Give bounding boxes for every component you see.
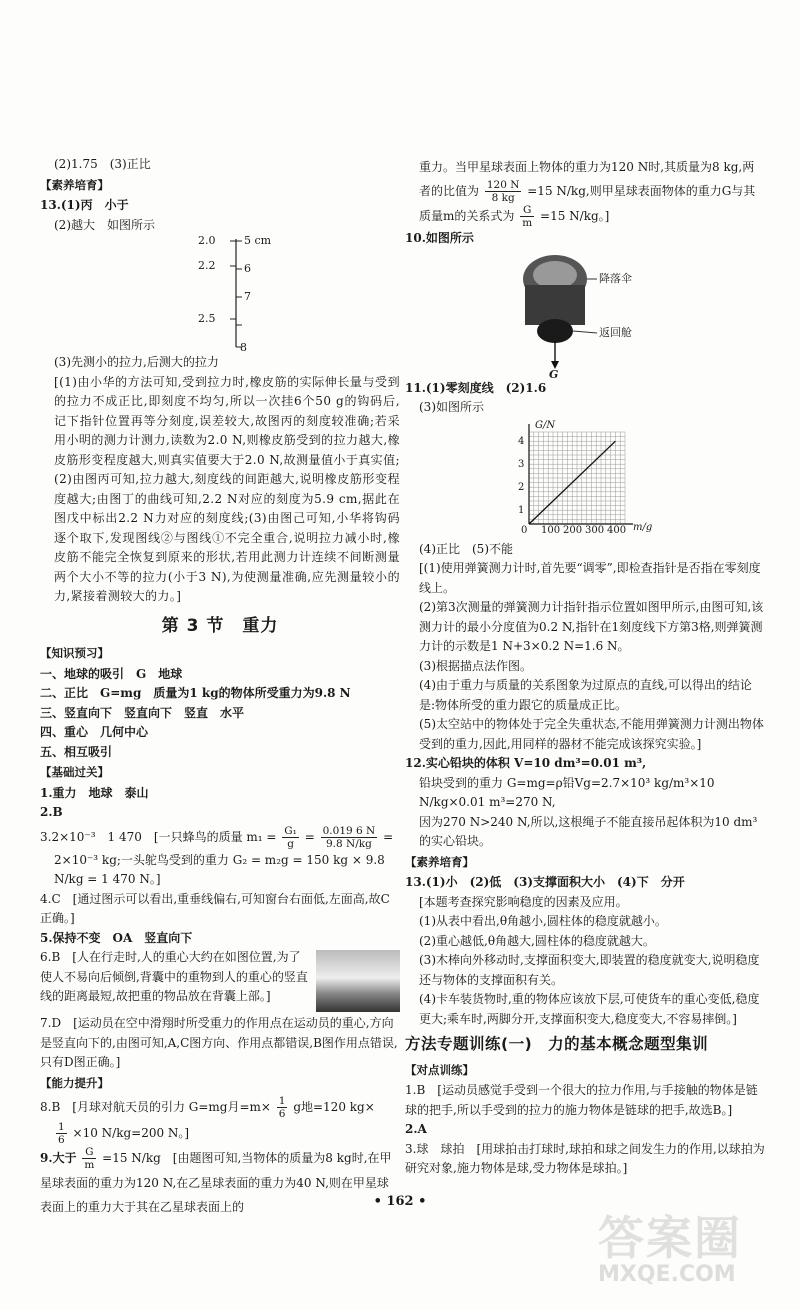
watermark-logo: 答案圈 — [598, 1211, 742, 1265]
answer-line: 3.球 球拍 [用球拍击打球时,球拍和球之间发生力的作用,以球拍为研究对象,施力物体是球,受力物体是球拍。] — [405, 1141, 765, 1175]
explanation: (2)第3次测量的弹簧测力计指针指示位置如图甲所示,由图可知,该测力计的最小分度值为0.2 N,指针在1刻度线下方第3格,则弹簧测力计的示数是1 N+3×0.2 N=1.6 N。 — [419, 600, 764, 653]
y-tick-label: 4 — [518, 435, 525, 447]
capsule-label: 返回舱 — [599, 325, 632, 339]
knowledge-line: 一、地球的吸引 G 地球 — [40, 666, 183, 681]
denominator: 9.8 N/kg — [326, 837, 372, 850]
watermark-url: MXQE.COM — [598, 1262, 736, 1287]
numerator: 120 N — [486, 179, 520, 191]
section-tag: 【素养培育】 — [405, 854, 474, 869]
parachute-highlight — [533, 261, 577, 289]
denominator: m — [84, 1159, 95, 1171]
x-tick-label: 400 — [607, 524, 627, 536]
numerator: G₁ — [284, 824, 297, 837]
y-tick-label: 1 — [518, 504, 525, 516]
g-m-graph — [405, 418, 765, 540]
denominator: 8 kg — [491, 192, 515, 204]
denominator: m — [522, 217, 533, 229]
explanation: (3)木棒向外移动时,支撑面积变大,即装置的稳度就变大,说明稳度还与物体的支撑面积有关。 — [419, 953, 760, 987]
answer-line: 13.(1)小 (2)低 (3)支撑面积大小 (4)下 分开 — [405, 875, 685, 889]
denominator: g — [287, 837, 294, 850]
numerator: 1 — [58, 1121, 65, 1133]
return-capsule — [537, 319, 573, 343]
watermark — [598, 1202, 778, 1287]
right-column — [405, 155, 765, 1179]
section-tag: 【基础过关】 — [40, 765, 109, 779]
explanation: [本题考查探究影响稳度的因素及应用。 — [419, 894, 628, 909]
answer-line: 12.实心铅块的体积 V=10 dm³=0.01 m³, — [405, 756, 647, 770]
x-tick-label: 200 — [563, 524, 583, 536]
parachute-svg — [405, 249, 765, 379]
explanation: [(1)使用弹簧测力计时,首先要“调零”,即检查指针是否指在零刻度线上。 — [419, 561, 761, 595]
answer-line: 11.(1)零刻度线 (2)1.6 — [405, 380, 547, 395]
scale-mark-label: 8 — [240, 341, 247, 354]
x-tick-label: 300 — [585, 524, 605, 536]
x-axis-label: m/g — [633, 521, 653, 533]
fraction — [56, 1121, 67, 1146]
section-tag: 【能力提升】 — [40, 1075, 109, 1090]
knowledge-line: 二、正比 G=mg 质量为1 kg的物体所受重力为9.8 N — [40, 686, 351, 700]
ruler-scale-svg — [40, 235, 400, 353]
scale-mark-label: 6 — [244, 262, 251, 275]
answer-line — [40, 948, 400, 1007]
answer-text: =15 N/kg,则甲星球表面物体的重力G与其质量m的关系式为 — [419, 184, 756, 223]
answer-line: 4.C [通过图示可以看出,重垂线偏右,可知窗台右面低,左面高,故C正确。] — [40, 891, 390, 925]
explanation: (1)从表中看出,θ角越小,圆柱体的稳度就越小。 — [419, 914, 667, 928]
force-label: 2.5 — [198, 312, 216, 325]
answer-line: 2×10⁻³ kg;一头鸵鸟受到的重力 G₂ = m₂g = 150 kg × 9.8 N/kg = 1 470 N。] — [54, 852, 385, 886]
answer-text: =15 N/kg [由题图可知,当物体的质量为8 kg时,在甲星球表面的重力为120 N,在乙星球表面的重力为40 N,则在甲星球表面上的重力大于其在乙星球表面上的 — [40, 1151, 392, 1214]
explanation: (4)卡车装货物时,重的物体应该放下层,可使货车的重心变低,稳度更大;乘车时,两脚分开,支撑面积变大,稳度变大,不容易摔倒。] — [419, 992, 760, 1026]
x-tick-label: 100 — [541, 524, 561, 536]
answer-line: (3)先测小的拉力,后测大的拉力 — [54, 355, 219, 369]
answer-line: 10.如图所示 — [405, 231, 474, 245]
numerator: G — [520, 204, 534, 217]
numerator: G — [82, 1146, 96, 1159]
section-tag: 【对点训练】 — [405, 1062, 474, 1077]
answer-line: 铅块受到的重力 G=mg=ρ铅Vg=2.7×10³ kg/m³×10 N/kg×0.01 m³=270 N, — [419, 775, 715, 809]
page-number: • 162 • — [373, 1194, 427, 1209]
y-tick-label: 3 — [518, 458, 525, 470]
answer-line: (4)正比 (5)不能 — [419, 541, 513, 556]
answer-line: (2)1.75 (3)正比 — [54, 157, 151, 171]
numerator: 0.019 6 N — [322, 824, 376, 837]
force-label: 2.2 — [198, 259, 216, 272]
answer-line — [40, 1120, 400, 1146]
equals: = — [304, 829, 315, 844]
x-tick-label: 0 — [521, 524, 528, 536]
answer-line: 2.B — [40, 805, 63, 819]
answer-text: =15 N/kg。] — [540, 209, 610, 223]
knowledge-line: 四、重心 几何中心 — [40, 725, 149, 739]
left-column — [40, 155, 400, 1219]
scale-mark-label: 5 cm — [244, 234, 272, 247]
answer-line — [40, 1094, 400, 1120]
answer-text: g地=120 kg× — [293, 1100, 375, 1114]
answer-line: (3)如图所示 — [419, 400, 484, 414]
fraction — [282, 825, 299, 850]
knowledge-line: 三、竖直向下 竖直向下 竖直 水平 — [40, 705, 245, 720]
answer-line: (2)越大 如图所示 — [54, 217, 155, 232]
parachute-figure — [405, 249, 765, 379]
explanation: (2)重心越低,θ角越大,圆柱体的稳度就越大。 — [419, 933, 655, 948]
answer-text: 6.B [人在行走时,人的重心大约在如图位置,为了使人不易向后倾倒,背囊中的重物到人的重心的竖直线的距离最短,故把重的物品放在背囊上部。] — [40, 950, 308, 1003]
explanation: (3)根据描点法作图。 — [419, 658, 532, 673]
fraction — [277, 1095, 288, 1120]
answer-line: 2.A — [405, 1122, 427, 1136]
answer-line — [40, 823, 400, 851]
fraction — [485, 179, 522, 204]
explanation: (4)由于重力与质量的关系图象为过原点的直线,可以得出的结论是:物体所受的重力跟它的质量成正比。 — [419, 678, 752, 712]
explanation: (5)太空站中的物体处于完全失重状态,不能用弹簧测力计测出物体受到的重力,因此,用同样的器材不能完成该探究实验。] — [419, 717, 764, 751]
numerator: 1 — [278, 1095, 286, 1107]
section-title: 方法专题训练(一) 力的基本概念题型集训 — [405, 1035, 709, 1053]
answer-line: 1.重力 地球 泰山 — [40, 785, 149, 800]
ruler-scale-figure — [40, 235, 400, 353]
denominator: 6 — [58, 1134, 65, 1146]
answer-text: ×10 N/kg=200 N。] — [72, 1126, 190, 1140]
parachute-label: 降落伞 — [599, 271, 632, 285]
answer-line — [405, 155, 765, 229]
answer-text: 3.2×10⁻³ 1 470 [一只蜂鸟的质量 m₁ = — [40, 829, 277, 844]
answer-line: 13.(1)丙 小于 — [40, 198, 129, 212]
answer-line: 1.B [运动员感觉手受到一个很大的拉力作用,与手接触的物体是链球的把手,所以手受到的拉力的施力物体是链球的把手,故选B。] — [405, 1083, 758, 1117]
leader-line — [573, 331, 597, 333]
answer-line: 因为270 N>240 N,所以,这根绳子不能直接吊起体积为10 dm³的实心铅块。 — [419, 814, 758, 848]
answer-line: 7.D [运动员在空中滑翔时所受重力的作用点在运动员的重心,方向是竖直向下的,由图可知,A,C图方向、作用点都错误,B图作用点错误,只有D图正确。] — [40, 1016, 398, 1069]
denominator: 6 — [278, 1108, 286, 1120]
answer-text: 9.大于 — [40, 1151, 77, 1165]
fraction — [82, 1146, 96, 1171]
hiker-photo — [316, 950, 400, 1012]
explanation: [(1)由小华的方法可知,受到拉力时,橡皮筋的实际伸长量与受到的拉力不成正比,即刻度不均匀,所以一次挂6个50 g的钩码后,记下指针位置再等分刻度,误差较大,故图丙的刻度较准确;若采用小明的测力计测力,读数为2.0 N,则橡皮筋受到的拉力越大,橡皮筋形变程度越大,则真实值要大于2.0 N,故测量值小于真实值;(2)由图丙可知,拉力越大,刻度线的间距越大,说明橡皮筋形变程度越大;由图丁的曲线可知,2.2 N对应的刻度为5.9 cm,据此在图戊中标出2.2 N力对应的刻度线;(3)由图己可知,小华将钩码逐个取下,发现图线②与图线①不完全重合,说明拉力减小时,橡皮筋不能完全恢复到原来的形状,若用此测力计连续不间断测量两个大小不等的拉力(小于3 N),为使测量准确,应先测量较小的力,紧接着测较大的力。] — [54, 374, 400, 603]
fraction — [520, 204, 534, 229]
force-label: 2.0 — [198, 234, 216, 247]
knowledge-line: 五、相互吸引 — [40, 744, 113, 759]
section-tag: 【知识预习】 — [40, 646, 109, 660]
section-title: 第 3 节 重力 — [161, 615, 279, 636]
answer-text: 重力。当甲星球表面上物体的重力为120 N时,其质量为8 kg,两者的比值为 — [419, 160, 755, 198]
y-axis-label: G/N — [535, 419, 556, 431]
scale-mark-label: 7 — [244, 290, 251, 303]
gravity-label: G — [549, 367, 559, 381]
y-tick-label: 2 — [518, 481, 525, 493]
answer-text: 8.B [月球对航天员的引力 G=mg月=m× — [40, 1100, 271, 1114]
fraction — [321, 825, 378, 850]
equals: = — [383, 829, 394, 844]
answer-line: 5.保持不变 OA 竖直向下 — [40, 930, 193, 945]
section-tag: 【素养培育】 — [40, 177, 109, 192]
